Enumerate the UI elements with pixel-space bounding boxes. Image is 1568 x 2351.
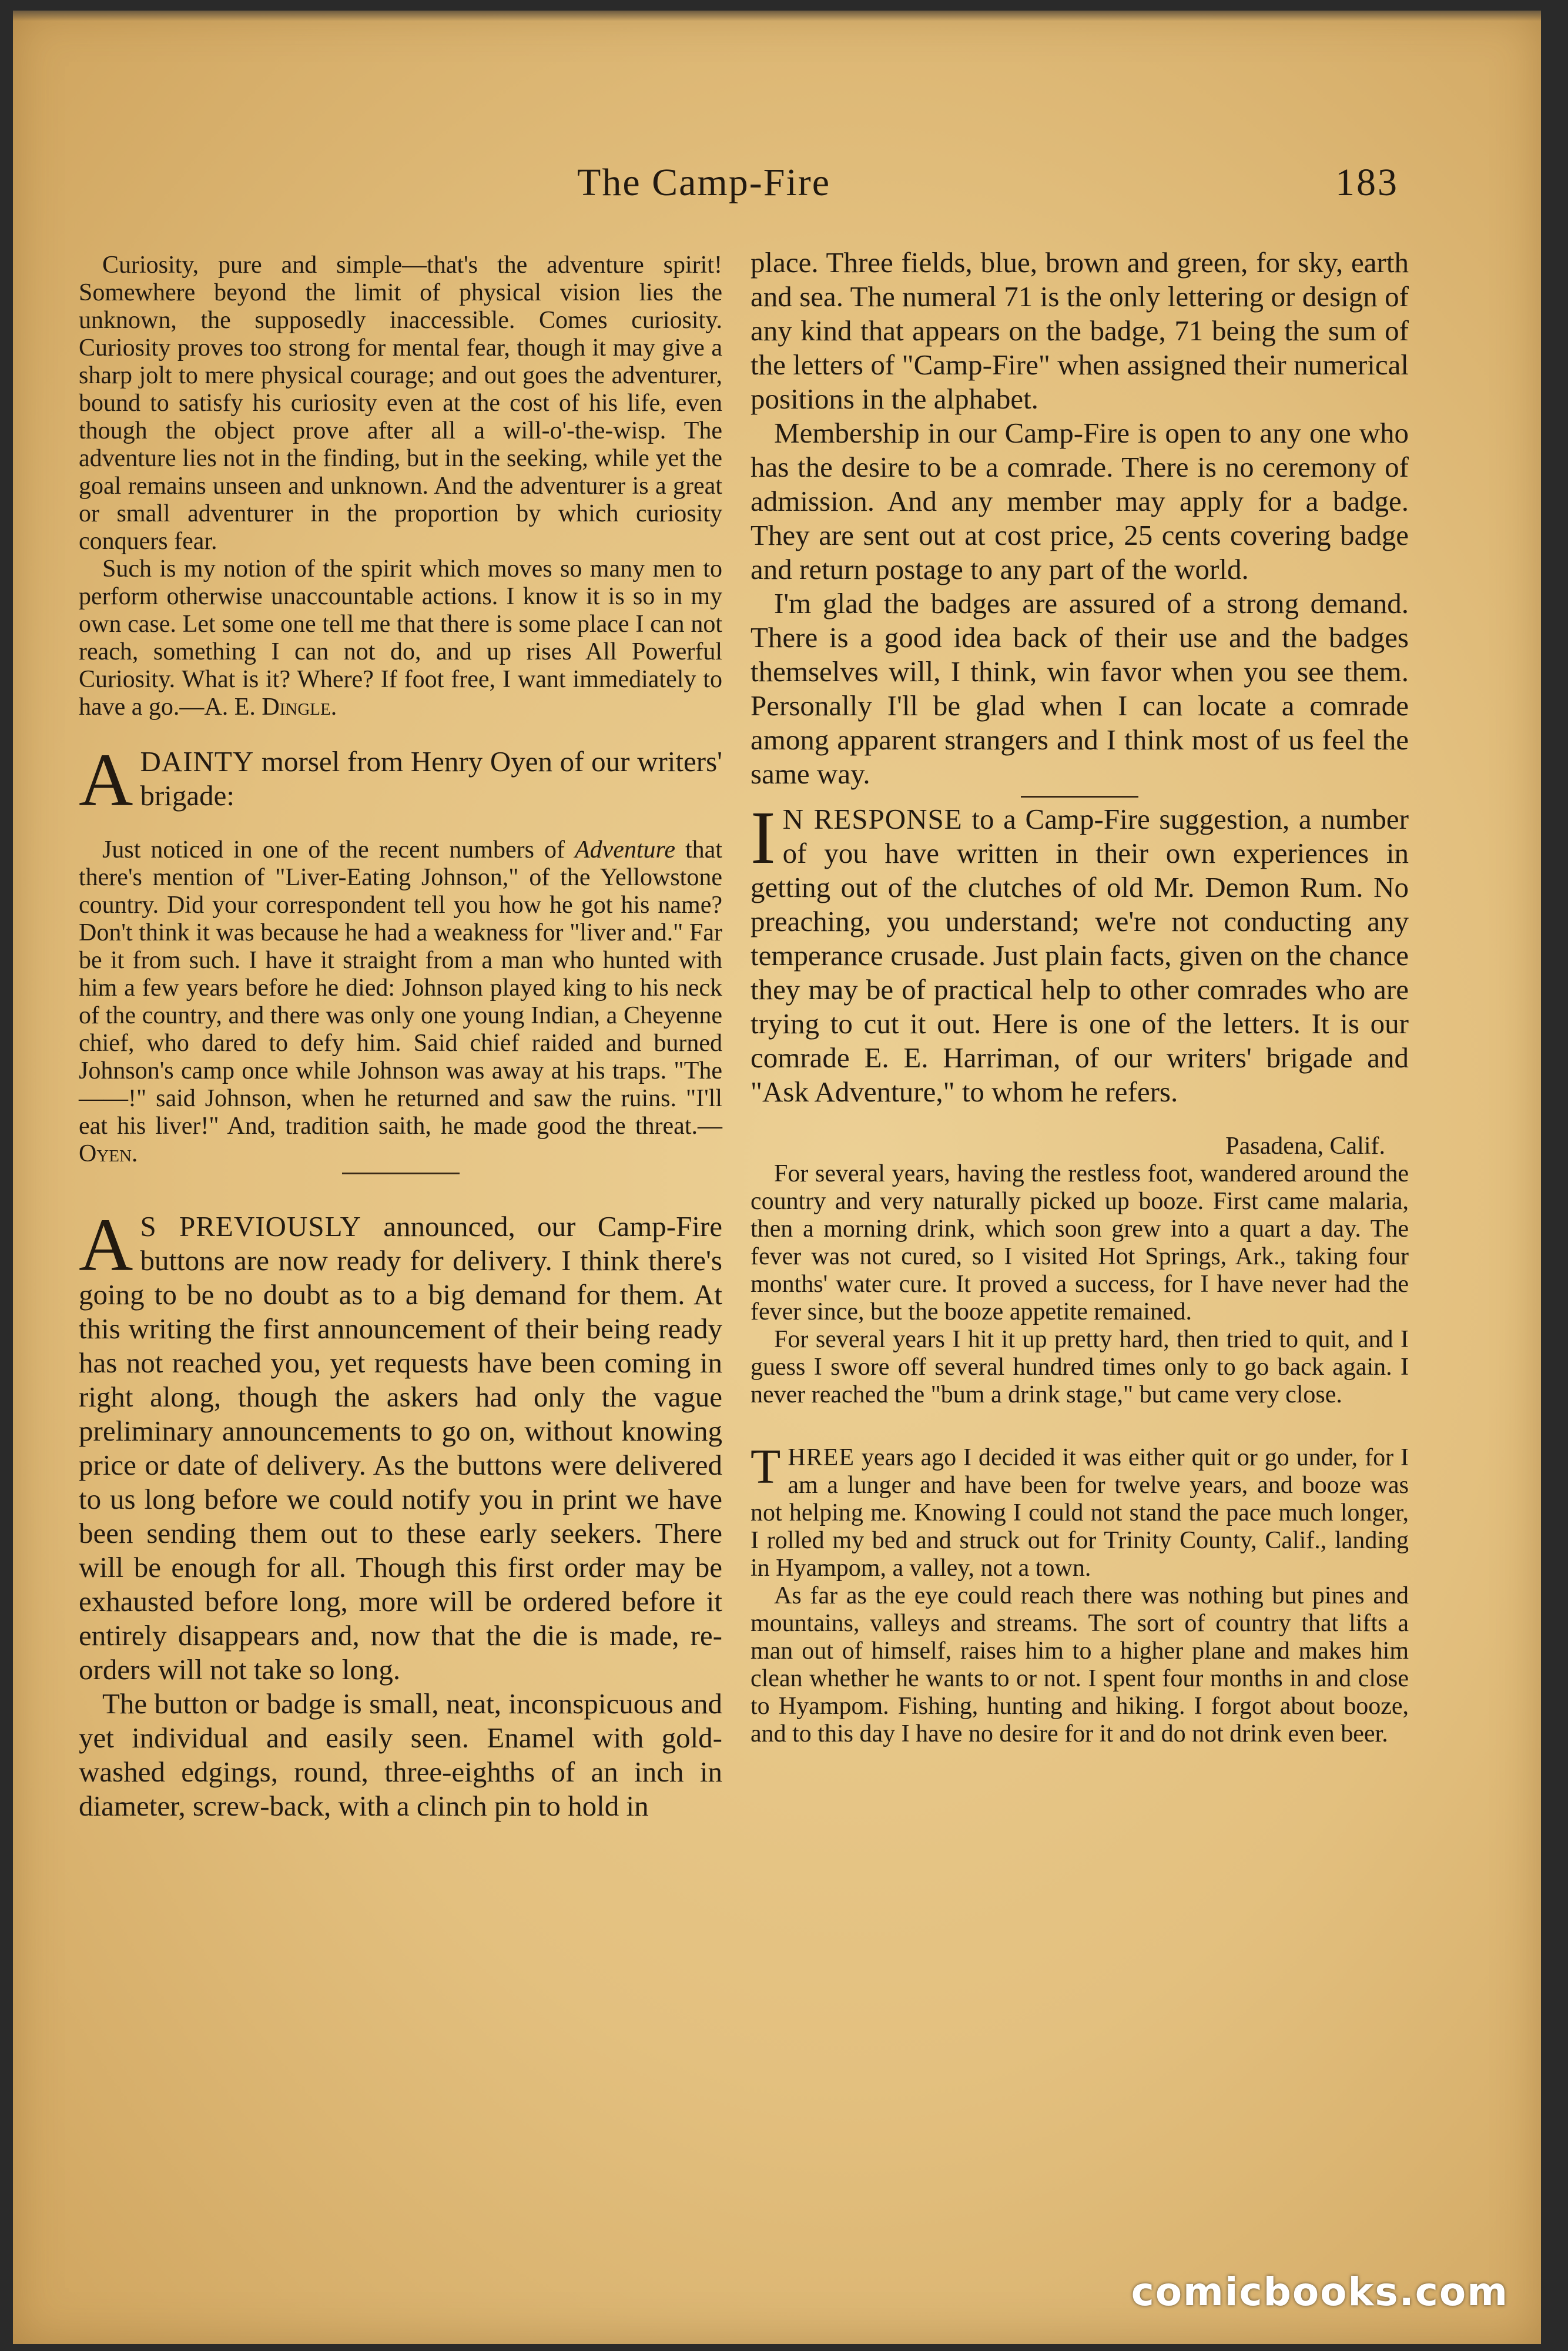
section-divider xyxy=(342,1173,460,1174)
oyen-signature: Oyen. xyxy=(79,1140,138,1167)
left-column xyxy=(79,252,722,1823)
letter-paragraph-1: For several years, having the restless foot, wandered around the country and very naturally picked up booze. First came malaria, then a morning drink, which soon grew into a quart a day. The fever was not cured, so I visited Hot Springs, Ark., taking four months' water cure. It proved a success, for I have never had the fever since, but the booze appetite remained. xyxy=(751,1160,1409,1325)
letter-paragraph-3 xyxy=(751,1439,1409,1582)
buttons-paragraph-1 xyxy=(79,1203,722,1687)
response-dropcap: I xyxy=(751,796,776,879)
oyen-dropcap: A xyxy=(79,738,133,822)
three-lead: HREE xyxy=(788,1444,855,1471)
watermark: comicbooks.com xyxy=(1131,2269,1509,2315)
letter-paragraph-3-text: years ago I decided it was either quit or go under, for I am a lunger and have been for twelve years, and booze was not helping me. Knowing I could not stand the pace much longer, I rolled my bed and struck out for Trinity County, Calif., landing in Hyampom, a valley, not a town. xyxy=(751,1444,1409,1582)
oyen-lead: DAINTY xyxy=(140,745,254,778)
oyen-letter-start: Just noticed in one of the recent numbers of xyxy=(102,836,575,863)
right-column xyxy=(751,246,1409,1748)
buttons-paragraph-1-text: announced, our Camp-Fire buttons are now ready for delivery. I think there's going to be no doubt as to a big demand for them. At this writing the first announcement of their being ready has not reached you, yet requests have been coming in right along, though the askers had only the vague preliminary announcements to go on, without knowing price or date of delivery. As the buttons were delivered to us long before we could notify you in print we have been sending them out to these early seekers. There will be enough for all. Though this first order may be exhausted before long, more will be ordered before it entirely disappears and, now that the die is made, re-orders will not take so long. xyxy=(79,1210,722,1686)
badge-paragraph-2: Membership in our Camp-Fire is open to any one who has the desire to be a comrade. There is no ceremony of admission. And any member may apply for a badge. They are sent out at cost price, 25 cents covering badge and return postage to any part of the world. xyxy=(751,417,1409,585)
response-paragraph-text: to a Camp-Fire suggestion, a number of you have written in their own experiences in getting out of the clutches of old Mr. Demon Rum. No preaching, you understand; we're not conducting any temperance crusade. Just plain facts, given on the chance they may be of practical help to other comrades who are trying to cut it out. Here is one of the letters. It is our comrade E. E. Harriman, of our writers' brigade and "Ask Adventure," to whom he refers. xyxy=(751,803,1409,1108)
buttons-dropcap: A xyxy=(79,1203,133,1287)
oyen-letter-rest: that there's mention of "Liver-Eating Johnson," of the Yellowstone country. Did your correspondent tell you how he got his name? Don't think it was because he had a weakness for "liver and." Far be it from such. I have it straight from a man who hunted with him a few years before he died: Johnson played king to his neck of the country, and there was only one young Indian, a Cheyenne chief, who dared to defy him. Said chief raided and burned Johnson's camp once while Johnson was away at his traps. "The ——!" said Johnson, when he returned and saw the ruins. "I'll eat his liver!" And, tradition saith, he made good the threat.— xyxy=(79,836,722,1140)
buttons-section xyxy=(79,1203,722,1823)
page-title: The Camp-Fire xyxy=(577,161,831,204)
harriman-letter xyxy=(751,1133,1409,1748)
section-divider xyxy=(1021,796,1138,798)
magazine-page xyxy=(13,11,1541,2344)
oyen-letter-magazine: Adventure xyxy=(574,836,675,863)
three-dropcap: T xyxy=(751,1439,781,1494)
badge-paragraph-1: place. Three fields, blue, brown and green, for sky, earth and sea. The numeral 71 is the only lettering or design of any kind that appears on the badge, 71 being the sum of the letters of "Camp-Fire" when assigned their numerical positions in the alphabet. xyxy=(751,246,1409,415)
page-top-edge xyxy=(13,11,1541,21)
oyen-letter xyxy=(79,836,722,1168)
oyen-section xyxy=(79,738,722,1174)
letter-paragraph-4: As far as the eye could reach there was nothing but pines and mountains, valleys and streams. The sort of country that lifts a man out of himself, raises him to a higher plane and makes him clean whether he wants to or not. I spent four months in and close to Hyampom. Fishing, hunting and hiking. I forgot about booze, and to this day I have no desire for it and do not drink even beer. xyxy=(751,1582,1409,1747)
oyen-intro xyxy=(79,738,722,822)
badge-paragraph-3: I'm glad the badges are assured of a strong demand. There is a good idea back of their use and the badges themselves will, I think, win favor when you see them. Personally I'll be glad when I can locate a comrade among apparent strangers and I think most of us feel the same way. xyxy=(751,587,1409,790)
buttons-paragraph-2: The button or badge is small, neat, inconspicuous and yet individual and easily seen. Enamel with gold-washed edgings, round, three-eighths of an inch in diameter, screw-back, with a clinch pin to hold in xyxy=(79,1687,722,1822)
response-lead: N RESPONSE xyxy=(782,803,963,835)
response-section xyxy=(751,796,1409,1109)
buttons-lead: S PREVIOUSLY xyxy=(140,1210,361,1243)
letter-place: Pasadena, Calif. xyxy=(1225,1133,1385,1160)
page-number: 183 xyxy=(1335,161,1399,204)
letter-paragraph-2: For several years I hit it up pretty hard, then tried to quit, and I guess I swore off several hundred times only to go back again. I never reached the "bum a drink stage," but came very close. xyxy=(751,1326,1409,1408)
dingle-paragraph-1: Curiosity, pure and simple—that's the adventure spirit! Somewhere beyond the limit of physical vision lies the unknown, the supposedly inaccessible. Comes curiosity. Curiosity proves too strong for mental fear, though it may give a sharp jolt to mere physical courage; and out goes the adventurer, bound to satisfy his curiosity even at the cost of his life, even though the object prove after all a will-o'-the-wisp. The adventure lies not in the finding, but in the seeking, while yet the goal remains unseen and unknown. And the adventurer is a great or small adventurer in the proportion by which curiosity conquers fear. xyxy=(79,252,722,555)
dingle-signature: A. E. Dingle. xyxy=(204,694,337,721)
response-paragraph xyxy=(751,796,1409,1109)
dingle-paragraph-2 xyxy=(79,555,722,721)
dingle-paragraph-2-text: Such is my notion of the spirit which moves so many men to perform otherwise unaccountable actions. I know it is so in my own case. Let some one tell me that there is some place I can not reach, something I can not do, and up rises All Powerful Curiosity. What is it? Where? If foot free, I want immediately to have a go.— xyxy=(79,555,722,721)
oyen-intro-text: morsel from Henry Oyen of our writers' brigade: xyxy=(140,745,722,812)
